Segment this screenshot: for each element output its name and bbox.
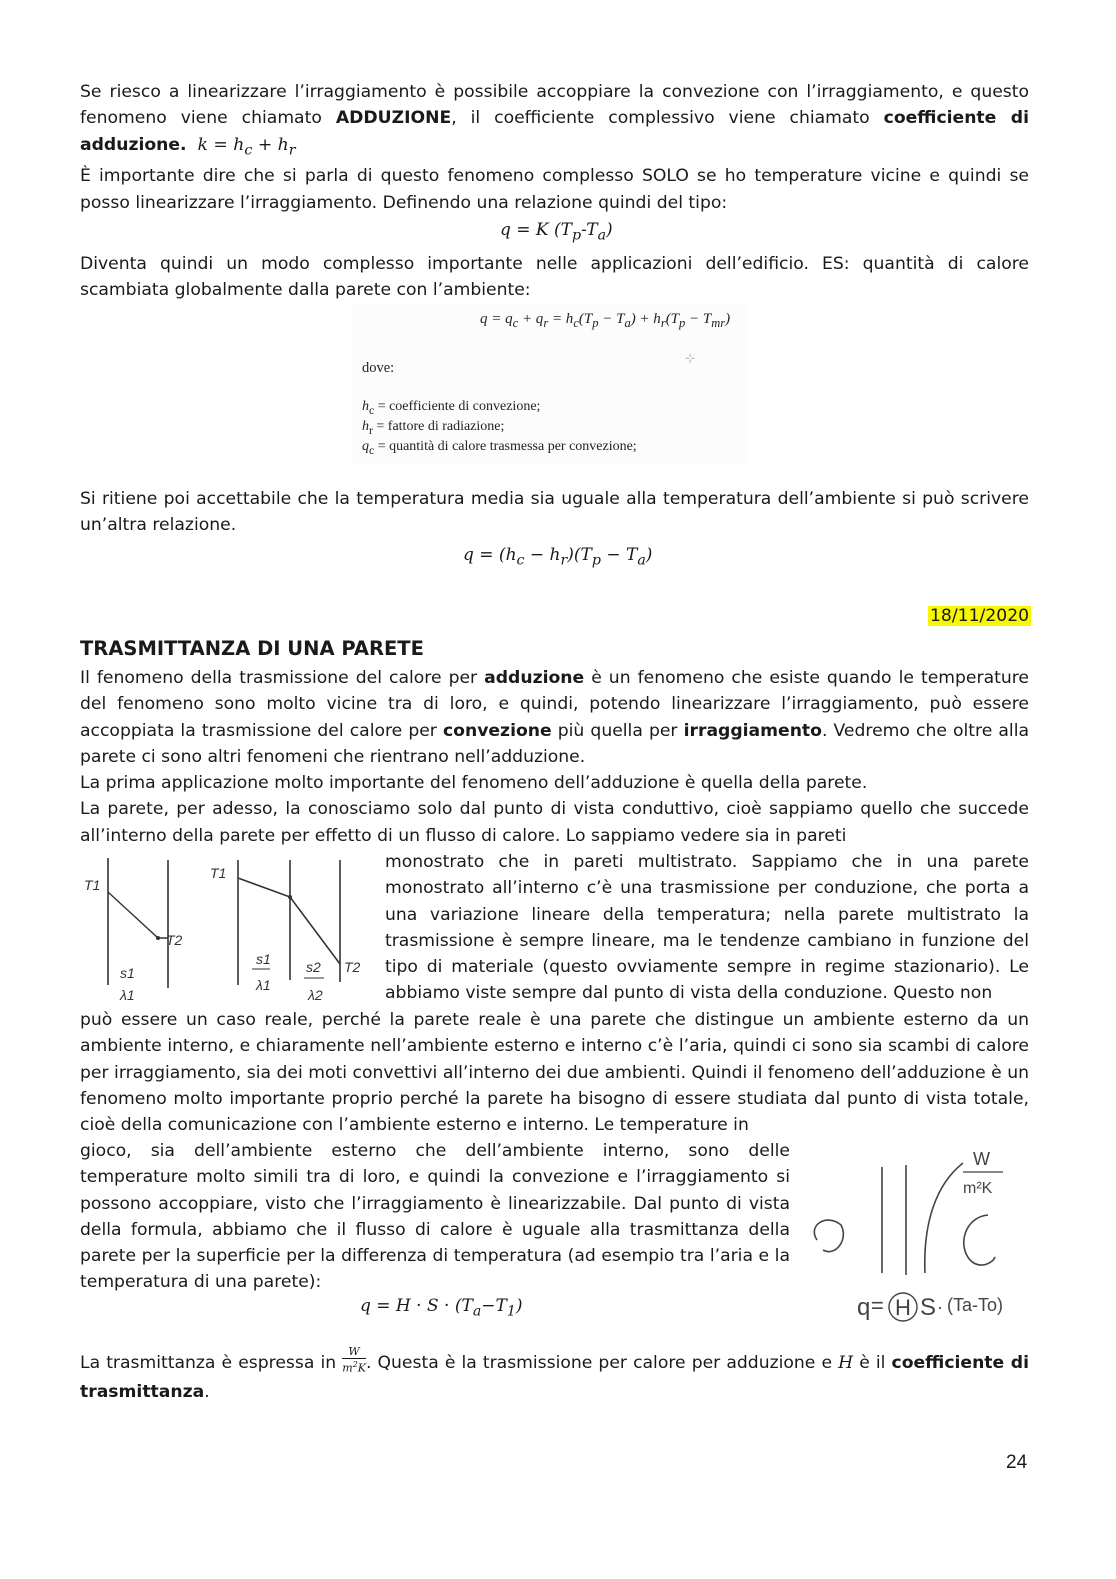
wall-temperature-sketch <box>78 850 378 1008</box>
section-heading: TRASMITTANZA DI UNA PARETE <box>80 637 424 660</box>
adduzione-sketch <box>805 1145 1035 1335</box>
equation-q-hs: $q = H \cdot S \cdot (T_a-T_1)$ <box>360 1296 523 1320</box>
date-highlight: 18/11/2020 <box>930 606 1030 626</box>
fraction-w-m2k: $\frac{W}{m^2K}$ <box>342 1344 366 1375</box>
sketch-label-l1: λ1 <box>120 987 135 1003</box>
sketch-label-t1b: T1 <box>210 865 227 881</box>
sketch-h: H <box>895 1295 911 1320</box>
sketch-label-l2: λ2 <box>308 987 323 1003</box>
paragraph-edificio: Diventa quindi un modo complesso importante nelle applicazioni dell’edificio. ES: quantità di calore scambiata globalmente dalla parete con l’ambiente: <box>80 254 1029 301</box>
scan-equation: $q = q_c + q_r = h_c(T_p - T_a) + h_r(T_p - T_{mr})$ <box>480 311 731 330</box>
sketch-paren: (Ta-To) <box>947 1295 1004 1315</box>
sketch-label-s1: s1 <box>120 965 135 981</box>
sketch-dot: · <box>937 1297 943 1317</box>
sketch-label-t2: T2 <box>166 932 183 948</box>
scan-line-qc: $q_c$ = quantità di calore trasmessa per convezione; <box>362 439 637 457</box>
scanned-formula-image <box>352 305 747 463</box>
paragraph-prima-applicazione: La prima applicazione molto importante del fenomeno dell’adduzione è quella della parete. <box>80 773 868 794</box>
scan-dove: dove: <box>362 360 395 376</box>
paragraph-trasmittanza-unita: La trasmittanza è espressa in $\frac{W}{m^2K}$ . Questa è la trasmissione per calore per adduzione e H è il coefficiente di trasmittanza. <box>80 1344 1029 1402</box>
page-number: 24 <box>1006 1452 1028 1473</box>
sketch-label-s2: s2 <box>306 959 321 975</box>
paragraph-parete-conduttiva: La parete, per adesso, la conosciamo solo dal punto di vista conduttivo, cioè sappiamo quello che succede all’interno della parete per effetto di un flusso di calore. Lo sappiamo vedere sia in pareti <box>80 799 1029 846</box>
sketch-label-t1: T1 <box>84 877 101 893</box>
sketch-label-l1b: λ1 <box>256 977 271 993</box>
paragraph-formula-flusso: gioco, sia dell’ambiente esterno che dell’ambiente interno, sono delle temperature molto simili tra di loro, e quindi la convezione e l’irraggiamento si possono accoppiare, visto che l’irraggiamento è linearizzabile. Dal punto di vista della formula, abbiamo che il flusso di calore è uguale alla trasmittanza della parete per la superficie per la differenza di temperatura (ad esempio tra l’aria e la temperatura di una parete): <box>80 1141 790 1293</box>
scan-line-hc: $h_c$ = coefficiente di convezione; <box>362 399 541 417</box>
sketch-s: S <box>920 1294 937 1321</box>
paragraph-monostrato: monostrato che in pareti multistrato. Sappiamo che in una parete monostrato all’interno c’è una trasmissione per conduzione, che porta a una variazione lineare della temperatura; nella parete multistrato la trasmissione è sempre lineare, ma le tendenze cambiano in funzione del tipo di materiale (questo ovviamente sempre in regime stazionario). Le abbiamo viste sempre dal punto di vista della conduzione. Questo non <box>385 852 1029 1004</box>
paragraph-trasmittanza: Il fenomeno della trasmissione del calore per adduzione è un fenomeno che esiste quando le temperature del fenomeno sono molto vicine tra di loro, e quindi, potendo linearizzare l’irraggiamento, può essere accoppiata la trasmissione del calore per convezione più quella per irraggiamento. Vedremo che oltre alla parete ci sono altri fenomeni che rientrano nell’adduzione. La prima applicazione molto importante del fenomeno dell’adduzione è quella della parete. La parete, per adesso, la conosciamo solo dal punto di vista conduttivo, cioè sappiamo quello che succede all’interno della parete per effetto di un flusso di calore. Lo sappiamo vedere sia in pareti <box>80 665 1029 849</box>
sketch-equals: = <box>871 1293 884 1318</box>
sketch-q: q <box>857 1294 871 1321</box>
sketch-label-s1b: s1 <box>256 951 271 967</box>
paragraph-temperature-vicine: È importante dire che si parla di questo fenomeno complesso SOLO se ho temperature vicine e quindi se posso linearizzare l’irraggiamento. Definendo una relazione quindi del tipo: <box>80 166 1029 213</box>
paragraph-adduzione-intro: Se riesco a linearizzare l’irraggiamento è possibile accoppiare la convezione con l’irraggiamento, e questo fenomeno viene chiamato ADDUZIONE, il coefficiente complessivo viene chiamato coefficiente di adduzione. $k = h_c + h_r$ È importante dire che si parla di questo fenomeno complesso SOLO se ho temperature vicine e quindi se posso linearizzare l’irraggiamento. Definendo una relazione quindi del tipo: <box>80 79 1029 216</box>
sketch-unit-numerator: W <box>973 1149 990 1169</box>
scan-line-hr: $h_r$ = fattore di radiazione; <box>362 419 505 437</box>
formula-k: $k = h_c + h_r$ <box>197 134 296 159</box>
equation-q-k: q = K $(T_p-T_a)$ <box>500 220 613 244</box>
paragraph-caso-reale: può essere un caso reale, perché la parete reale è una parete che distingue un ambiente esterno da un ambiente interno, e chiaramente nell’ambiente esterno e interno c’è l’aria, quindi ci sono sia scambi di calore per irraggiamento, sia dei moti convettivi all’interno dei due ambienti. Quindi il fenomeno dell’adduzione è un fenomeno molto importante proprio perché la parete ha bisogno di essere studiata dal punto di vista totale, cioè della comunicazione con l’ambiente esterno e interno. Le temperature in <box>80 1010 1029 1136</box>
sketch-unit-denominator: m²K <box>963 1180 993 1197</box>
sketch-label-t2b: T2 <box>344 959 361 975</box>
equation-hc-hr: $q = (h_c - h_r)(T_p - T_a)$ <box>463 545 653 569</box>
scan-mark: ⊹ <box>685 351 696 365</box>
paragraph-temperatura-media: Si ritiene poi accettabile che la temperatura media sia uguale alla temperatura dell’ambiente si può scrivere un’altra relazione. <box>80 489 1029 536</box>
